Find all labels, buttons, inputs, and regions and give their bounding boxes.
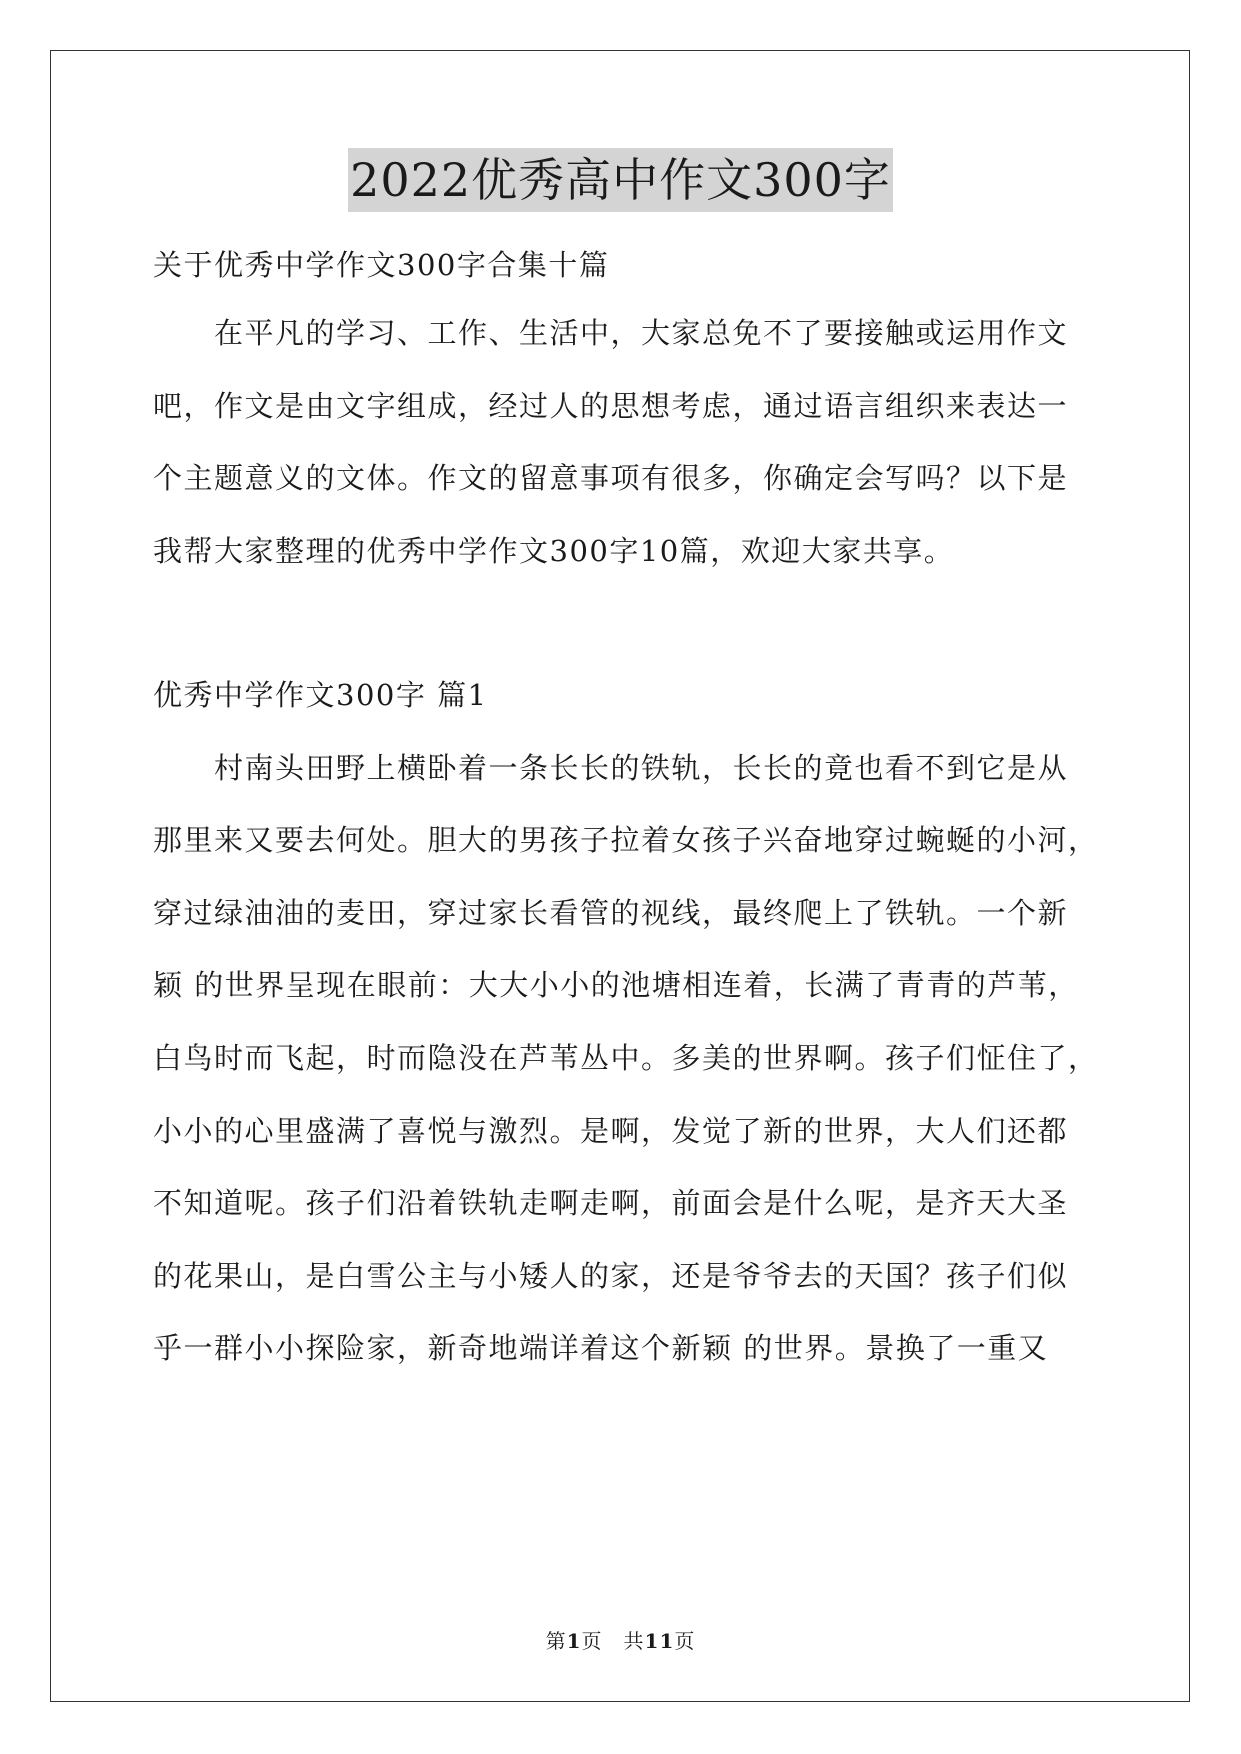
intro-line: 个主题意义的文体。作文的留意事项有很多，你确定会写吗？以下是: [153, 461, 1069, 495]
section-line: 乎一群小小探险家，新奇地端详着这个新颖 的世界。景换了一重又: [153, 1331, 1049, 1365]
intro-line: 吧，作文是由文字组成，经过人的思想考虑，通过语言组织来表达一: [153, 389, 1069, 423]
footer-total-pages: 11: [644, 1629, 675, 1653]
section-heading: 优秀中学作文300字 篇1: [153, 678, 488, 712]
section-line: 的花果山，是白雪公主与小矮人的家，还是爷爷去的天国？孩子们似: [153, 1259, 1069, 1293]
intro-line: 在平凡的学习、工作、生活中，大家总免不了要接触或运用作文: [153, 316, 1069, 350]
page-border: [50, 50, 1190, 1702]
section-line: 村南头田野上横卧着一条长长的铁轨，长长的竟也看不到它是从: [153, 751, 1069, 785]
page-footer: [0, 1628, 1241, 1654]
document-subtitle: 关于优秀中学作文300字合集十篇: [153, 248, 610, 282]
footer-prefix: 第: [545, 1629, 567, 1653]
footer-middle: 页 共: [581, 1629, 645, 1653]
section-line: 不知道呢。孩子们沿着铁轨走啊走啊，前面会是什么呢，是齐天大圣: [153, 1186, 1069, 1220]
section-line: 那里来又要去何处。胆大的男孩子拉着女孩子兴奋地穿过蜿蜒的小河，: [153, 823, 1099, 857]
section-line: 白鸟时而飞起，时而隐没在芦苇丛中。多美的世界啊。孩子们怔住了，: [153, 1041, 1099, 1075]
section-line: 穿过绿油油的麦田，穿过家长看管的视线，最终爬上了铁轨。一个新: [153, 896, 1069, 930]
section-line: 小小的心里盛满了喜悦与激烈。是啊，发觉了新的世界，大人们还都: [153, 1114, 1069, 1148]
document-title: 2022优秀高中作文300字: [348, 148, 893, 212]
footer-suffix: 页: [674, 1629, 696, 1653]
title-wrap: [0, 148, 1241, 212]
intro-line: 我帮大家整理的优秀中学作文300字10篇，欢迎大家共享。: [153, 534, 955, 568]
footer-current-page: 1: [566, 1629, 582, 1653]
section-line: 颖 的世界呈现在眼前：大大小小的池塘相连着，长满了青青的芦苇，: [153, 968, 1079, 1002]
